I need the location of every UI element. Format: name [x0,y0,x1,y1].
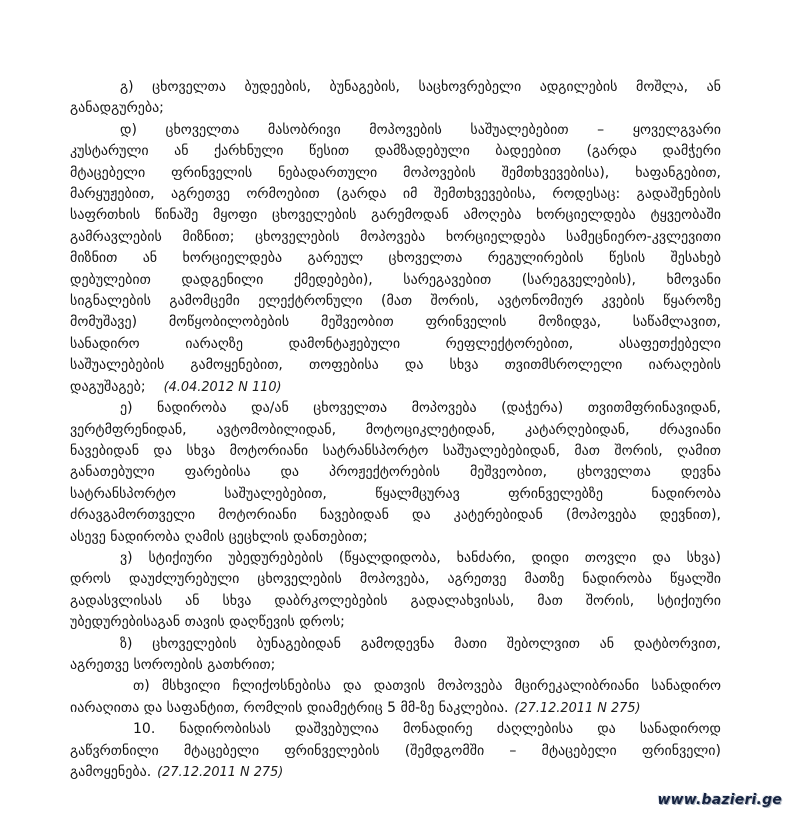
text-line: ვერტმფრენიდან, ავტომობილიდან, მოტოციკლეტიდან, კატარღებიდან, ძრავიანი [70,421,721,438]
text-line: თ) მსხვილი ჩლიქოსნებისა და დათვის მოპოვება მცირეკალიბრიანი სანადირო [133,678,721,695]
text-line: მიზნით ან ხორციელდება გარეულ ცხოველთა რეგულირების წესის შესახებ [70,250,721,267]
text-line: მტაცებელი ფრინველის ნებადართული მოპოვების შემთხვევებისა), ხაფანგებით, [70,164,721,181]
amendment-note: (4.04.2012 N 110) [163,379,282,395]
subparagraph-t [70,676,721,719]
text-line: უბედურებისაგან თავის დაღწევის დროს; [70,614,345,631]
text-line: დროს დაუძლურებული ცხოველების მოპოვება, აგრეთვე მათზე ნადირობა წყალში [70,571,721,588]
text-line: 10. ნადირობისას დაშვებულია მონადირე ძაღლებისა და სანადიროდ [133,721,721,738]
text-line: ზ) ცხოველების ბუნაგებიდან გამოდევნა მათი შებოლვით ან დატბორვით, [120,635,721,652]
text-line: მარყუჟებით, აგრეთვე ორმოებით (გარდა იმ შემთხვევებისა, როდესაც: გადაშენების [70,186,721,203]
amendment-note: (27.12.2011 N 275) [157,765,284,780]
amendment-note: (27.12.2011 N 275) [514,700,641,716]
text-line: დ) ცხოველთა მასობრივი მოპოვების საშუალებებით – ყოველგვარი [120,121,721,138]
text-line: სატრანსპორტო საშუალებებით, წყალმცურავ ფრინველებზე ნადირობა [70,485,721,502]
subparagraph-d [70,120,721,398]
document-body [70,77,721,783]
site-watermark: www.bazieri.ge [657,792,782,808]
text-line: გ) ცხოველთა ბუდეების, ბუნაგების, საცხოვრებელი ადგილების მოშლა, ან [120,79,721,95]
text-line [70,698,721,719]
text-line [70,377,721,398]
text-line-content: გამოყენება. [70,764,152,780]
subparagraph-g [70,77,721,120]
subparagraph-v [70,548,721,634]
text-line: გაწვრთნილი მტაცებელი ფრინველების (შემდგომში – მტაცებელი ფრინველი) [70,742,721,759]
text-line: საშუალებების გამოყენებით, თოფებისა და სხვა თვითმსროლელი იარაღების [70,357,721,374]
text-line: სანადირო იარაღზე დამონტაჟებული რეფლექტორებით, ასაფეთქებელი [70,335,721,352]
text-line: გადასვლისას ან სხვა დაბრკოლებების გადალახვისას, მათ შორის, სტიქიური [70,592,721,609]
text-line: აგრეთვე სოროების გათხრით; [70,656,276,673]
text-line: ძრავგამორთველი მოტორიანი ნავებიდან და კატერებიდან (მოპოვება დევნით), [70,507,721,524]
text-line: გამრავლების მიზნით; ცხოველების მოპოვება ხორციელდება სამეცნიერო-კვლევითი [70,228,721,245]
text-line: სიგნალების გამომცემი ელექტრონული (მათ შორის, ავტონომიურ კვების წყაროზე [70,293,721,310]
text-line: განათებული ფარებისა და პროჟექტორების მეშვეობით, ცხოველთა დევნა [70,464,721,481]
subparagraph-e [70,398,721,548]
text-line: დებულებით დადგენილი ქმედებები), სარეგავებით (სარეგველების), ხმოვანი [70,271,721,288]
text-line: კუსტარული ან ქარხნული წესით დამზადებული ბადეებით (გარდა დამჭერი [70,143,721,160]
text-line [70,762,721,783]
text-line: საფრთხის წინაშე მყოფი ცხოველების გარემოდან ამოღება ხორციელდება ტყვეობაში [70,207,721,224]
text-line: ვ) სტიქიური უბედურებების (წყალდიდობა, ხანძარი, დიდი თოვლი და სხვა) [120,549,721,566]
text-line-content: იარაღითა და საფანტით, რომლის დიამეტრიც 5 მმ-ზე ნაკლებია. [70,699,509,716]
text-line: ასევე ნადირობა ღამის ცეცხლის დანთებით; [70,528,368,545]
text-line: განადგურება; [70,100,164,117]
paragraph-10 [70,719,721,783]
text-line-content: დაგუშაგებ; [70,378,146,395]
text-line: ნავებიდან და სხვა მოტორიანი სატრანსპორტო საშუალებებიდან, მათ შორის, ღამით [70,442,721,459]
text-line: ე) ნადირობა და/ან ცხოველთა მოპოვება (დაჭერა) თვითმფრინავიდან, [120,400,721,417]
text-line: მომუშავე) მოწყობილობების მეშვეობით ფრინველის მოზიდვა, საწამლავით, [70,314,721,331]
subparagraph-z [70,634,721,677]
